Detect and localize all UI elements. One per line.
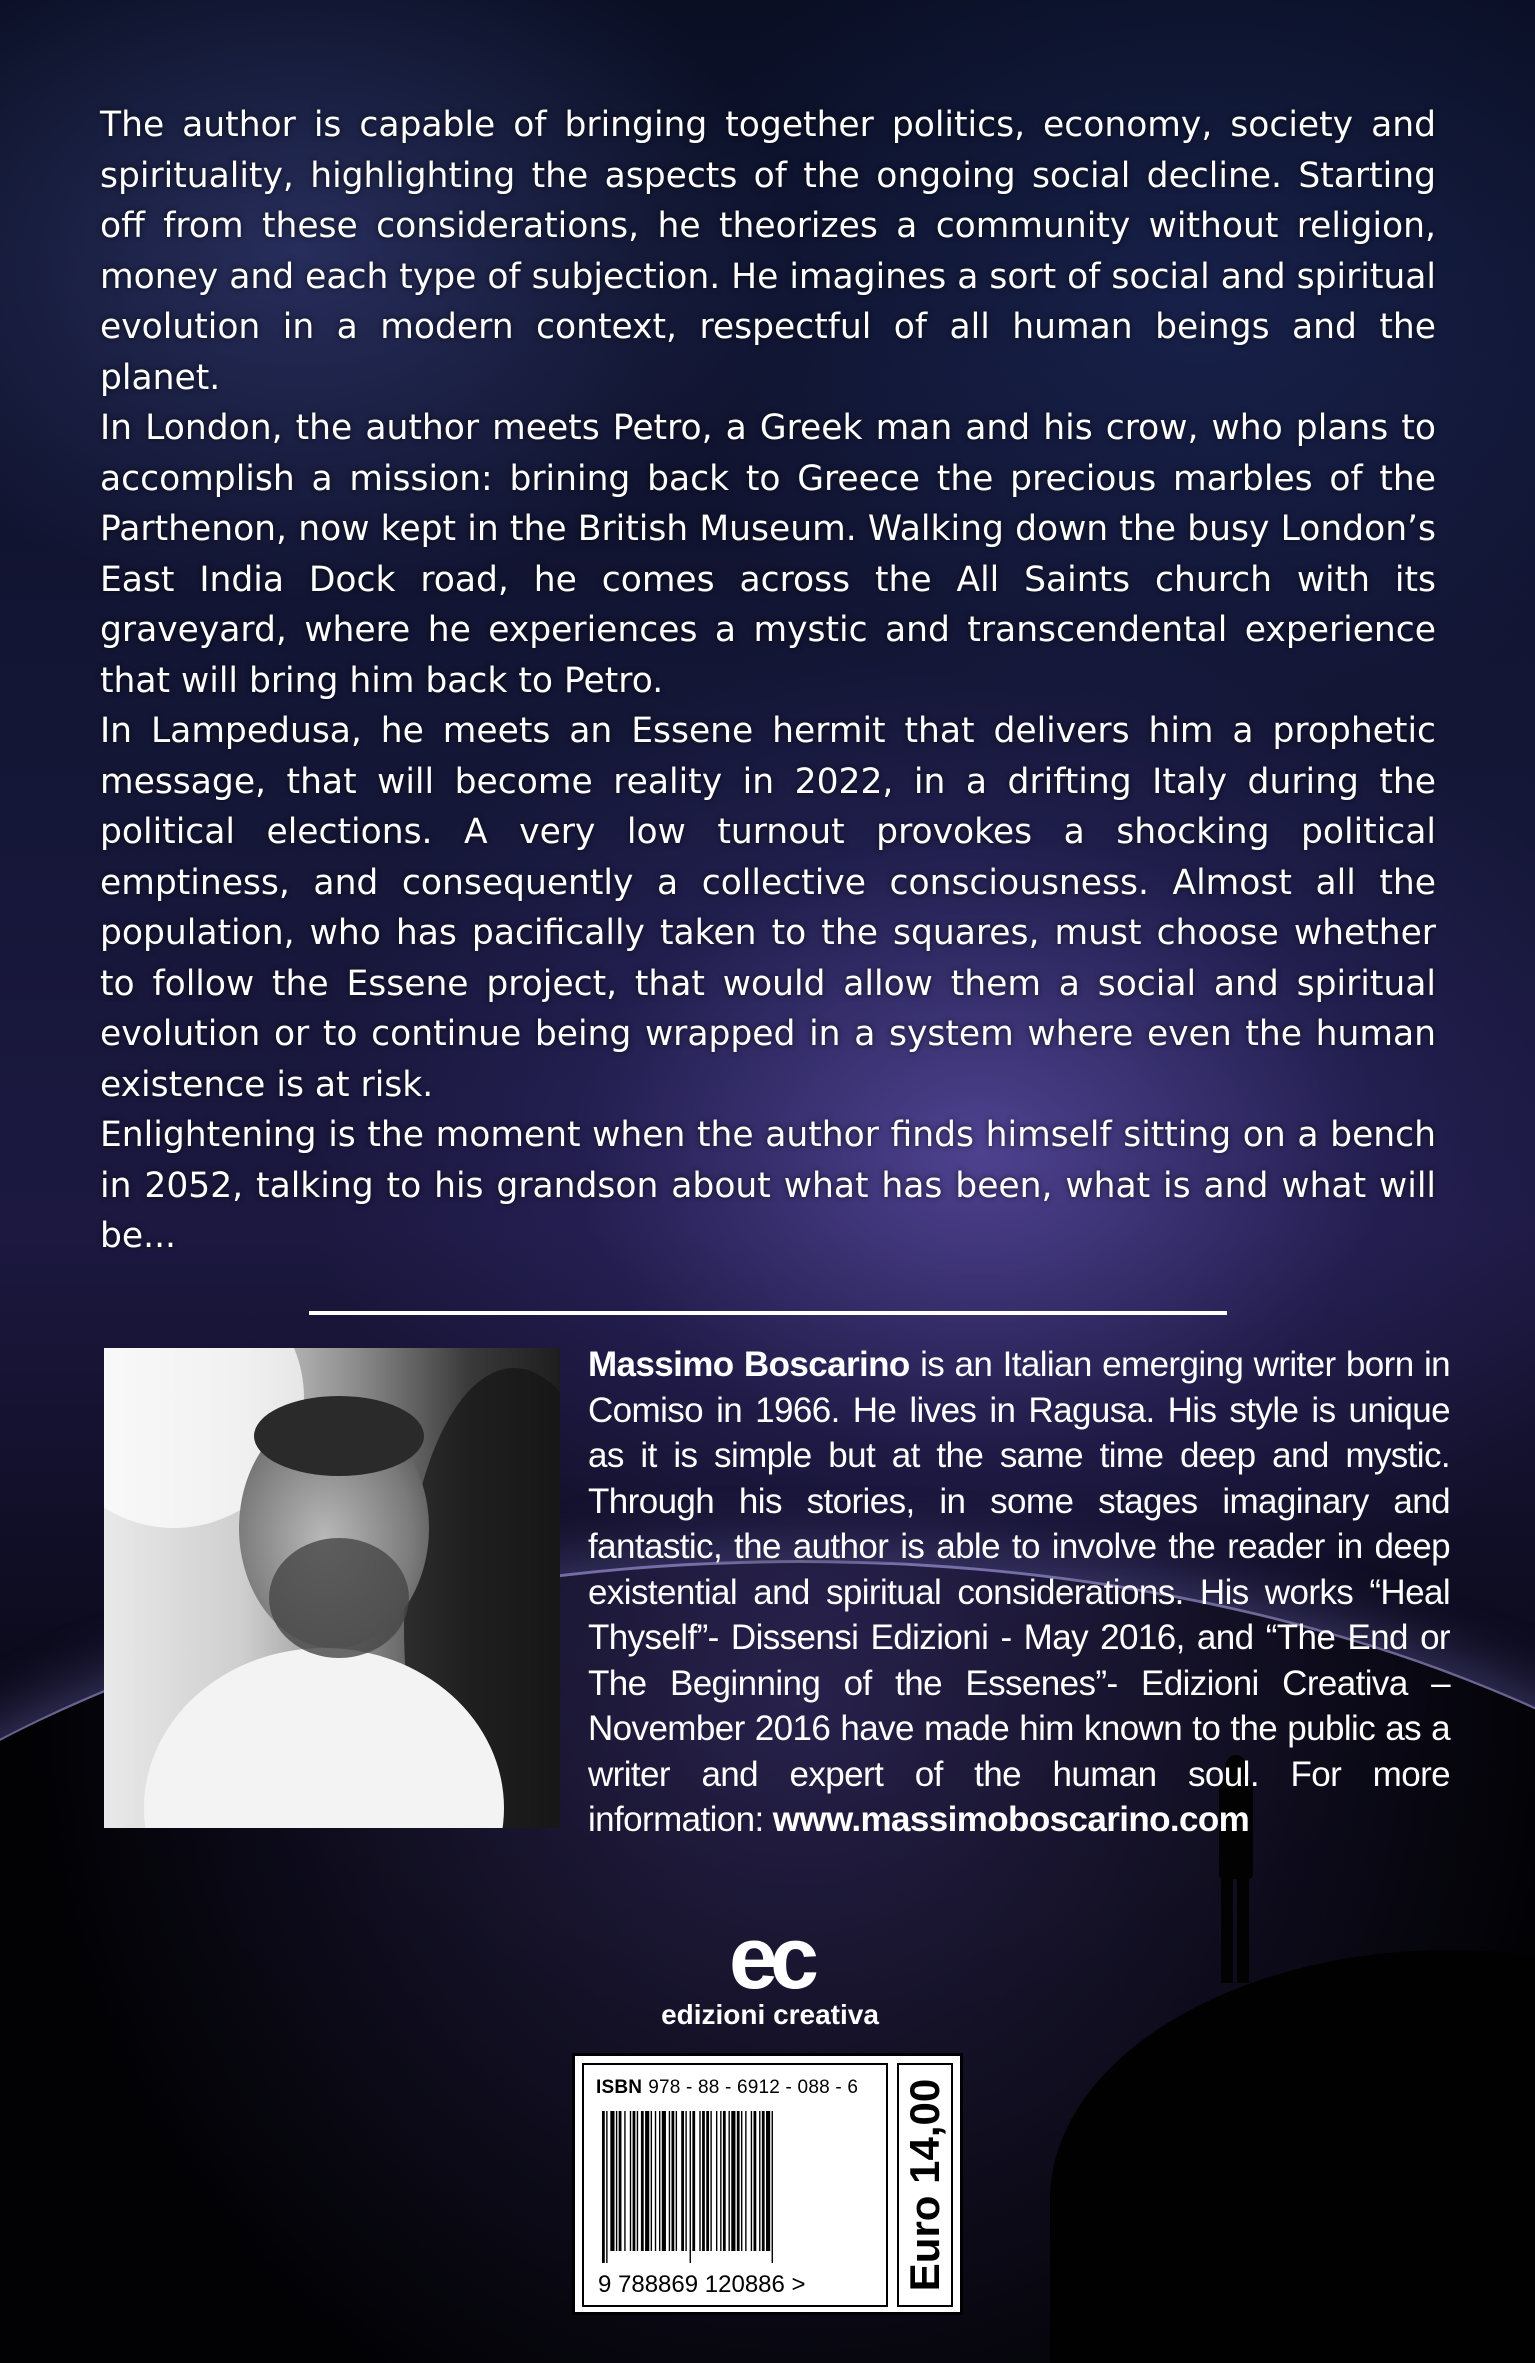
barcode-box: [572, 2053, 963, 2315]
barcode-bar: [751, 2111, 752, 2251]
author-photo: [104, 1348, 560, 1828]
barcode-bar: [728, 2111, 729, 2251]
divider-line: [309, 1311, 1227, 1315]
synopsis-paragraph: The author is capable of bringing together politics, economy, society and spirituality, highlighting the aspects of the ongoing social decline. Starting off from these considerations, he theorizes a community without religion, money and each type of subjection. He imagines a sort of social and spiritual evolution in a modern context, respectful of all human beings and the planet.: [100, 105, 1436, 398]
publisher-name: edizioni creativa: [661, 1999, 879, 2030]
barcode-bar: [633, 2111, 636, 2251]
barcode-bar: [745, 2111, 746, 2251]
barcode-bar: [602, 2111, 605, 2263]
barcode-bar: [710, 2111, 711, 2251]
author-bio: [588, 1342, 1450, 1843]
barcode-bar: [702, 2111, 705, 2251]
publisher-logo: [650, 1908, 890, 2036]
barcode-bar: [754, 2111, 757, 2251]
barcode-bar: [716, 2111, 717, 2251]
barcode-bar: [762, 2111, 765, 2251]
barcode-bar: [672, 2111, 675, 2251]
barcode-bar: [659, 2111, 660, 2251]
barcode-bar: [741, 2111, 742, 2251]
isbn-number: 978 - 88 - 6912 - 088 - 6: [648, 2077, 859, 2098]
barcode-bar: [759, 2111, 760, 2251]
author-name: Massimo Boscarino: [588, 1345, 910, 1384]
barcode-bar: [737, 2111, 740, 2251]
publisher-logo-mark: ec: [729, 1908, 811, 2007]
synopsis-paragraph: In Lampedusa, he meets an Essene hermit that delivers him a prophetic message, that will become reality in 2022, in a drifting Italy during the political elections. A very low turnout provokes a shocking political emptiness, and consequently a collective consciousness. Almost all the population, who has pacifically taken to the squares, must choose whether to follow the Essene project, that would allow them a social and spiritual evolution or to continue being wrapped in a system where even the human existence is at risk.: [100, 711, 1436, 1105]
barcode-bar: [699, 2111, 700, 2251]
barcode-bar: [641, 2111, 644, 2251]
barcode-bar: [630, 2111, 631, 2251]
barcode-bar: [637, 2111, 638, 2251]
isbn-line: [596, 2077, 858, 2099]
barcode-bar: [662, 2111, 666, 2251]
barcode-bar: [606, 2111, 607, 2263]
price-box: [897, 2063, 953, 2307]
barcode-bar: [651, 2111, 652, 2251]
barcode-bar: [676, 2111, 677, 2251]
barcode-bar: [706, 2111, 709, 2251]
synopsis-paragraph: Enlightening is the moment when the author finds himself sitting on a bench in 2052, talking to his grandson about what has been, what is and what will be...: [100, 1115, 1436, 1256]
barcode-bars: [600, 2111, 878, 2263]
barcode-bar: [610, 2111, 614, 2251]
isbn-label: ISBN: [596, 2077, 643, 2098]
synopsis-text: [100, 100, 1436, 1262]
barcode-bar: [681, 2111, 684, 2251]
barcode-bar: [723, 2111, 726, 2251]
barcode-bar: [669, 2111, 670, 2251]
synopsis-paragraph: In London, the author meets Petro, a Greek man and his crow, who plans to accomplish a mission: brining back to Greece the precious marbles of the Parthenon, now kept in the British Museum. Walking down the busy London’s East India Dock road, he comes across the All Saints church with its graveyard, where he experiences a mystic and transcendental experience that will bring him back to Petro.: [100, 408, 1436, 701]
barcode-bar: [624, 2111, 625, 2251]
barcode-bar: [692, 2111, 695, 2251]
barcode-bar: [690, 2111, 691, 2263]
barcode-bar: [616, 2111, 617, 2251]
author-bio-text: is an Italian emerging writer born in Comiso in 1966. He lives in Ragusa. His style is unique as it is simple but at the same time deep and mystic. Through his stories, in some stages imaginary and fantastic, the author is able to involve the reader in deep existential and spiritual considerations. His works “Heal Thyself”- Dissensi Edizioni - May 2016, and “The End or The Beginning of the Essenes”- Edizioni Creativa – November 2016 have made him known to the public as a writer and expert of the human soul. For more information:: [588, 1345, 1450, 1839]
barcode-bar: [619, 2111, 622, 2251]
author-website-link[interactable]: www.massimoboscarino.com: [772, 1800, 1250, 1839]
barcode-bar: [731, 2111, 735, 2251]
barcode-panel: [582, 2063, 888, 2307]
barcode-bar: [772, 2111, 773, 2263]
barcode-bar: [685, 2111, 686, 2251]
barcode-bar: [720, 2111, 721, 2251]
barcode-bar: [645, 2111, 649, 2251]
barcode-bar: [766, 2111, 770, 2251]
barcode-digits: 9 788869 120886 >: [598, 2271, 806, 2298]
price-label: Euro 14,00: [901, 2078, 948, 2292]
barcode-bar: [655, 2111, 656, 2251]
